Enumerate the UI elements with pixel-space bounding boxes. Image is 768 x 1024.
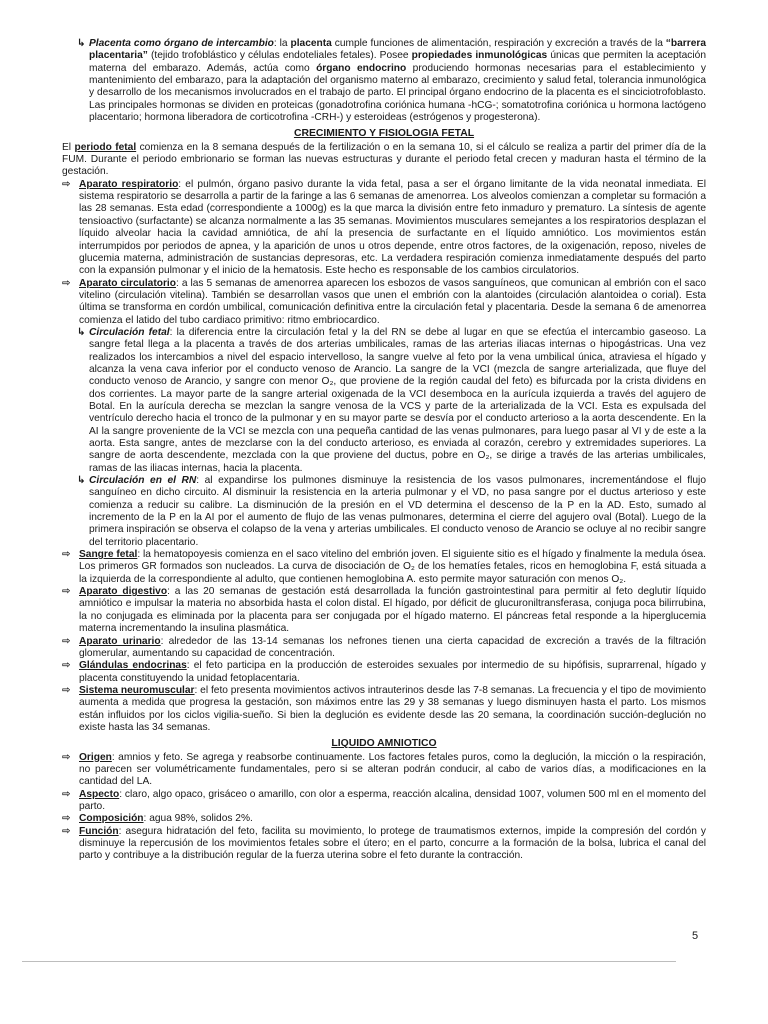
glandulas-term: Glándulas endocrinas — [79, 660, 187, 672]
bold-span: propiedades inmunológicas — [411, 50, 548, 62]
sangre-text: : la hematopoyesis comienza en el saco vitelino del embrión joven. El siguiente sitio es el hígado y finalmente la medula ósea. Los primeros GR formados son nucleados. La curva de disociación de O₂ de los hematíes fetales, ricos en hemoglobina F, está situada a la izquierda de la correspondiente al adulto, que contienen hemoglobina A. esto permite mayor saturación con menos O₂. — [79, 549, 706, 585]
neuro-term: Sistema neuromuscular — [79, 684, 195, 696]
respiratorio-term: Aparato respiratorio — [79, 178, 179, 190]
bold-span: “barrera placentaria” — [89, 38, 707, 62]
arrow-right-icon: ⇨ — [62, 684, 71, 696]
sangre-term: Sangre fetal — [79, 549, 138, 561]
text-span: (tejido trofoblástico y células endoteliales fetales). Posee — [147, 50, 412, 62]
arrow-right-icon: ⇨ — [62, 751, 71, 763]
hook-arrow-icon: ↳ — [77, 326, 86, 338]
aspecto-text: : claro, algo opaco, grisáceo o amarillo, con olor a esperma, reacción alcalina, densidad 1007, volumen 500 ml en el momento del parto. — [79, 788, 706, 812]
hook-arrow-icon: ↳ — [77, 475, 86, 487]
digestivo-item — [62, 586, 706, 635]
aspecto-term: Aspecto — [79, 788, 120, 800]
arrow-right-icon: ⇨ — [62, 549, 71, 561]
arrow-right-icon: ⇨ — [62, 813, 71, 825]
bold-span: órgano endocrino — [316, 62, 407, 74]
arrow-right-icon: ⇨ — [62, 635, 71, 647]
funcion-term: Función — [79, 825, 119, 837]
aspecto-item — [62, 789, 706, 814]
text-span: cumple funciones de alimentación, respiración y excreción a través de la — [331, 38, 666, 49]
origen-text: : amnios y feto. Se agrega y reabsorbe continuamente. Los factores fetales puros, como la deglución, la micción o la respiración, no parecen ser volumétricamente fundamentales, pero si se alteran podrán conducir, al cabo de varios días, a modificaciones en la cantidad del LA. — [79, 751, 706, 788]
digestivo-text: : a las 20 semanas de gestación está desarrollada la función gastrointestinal para permitir al feto deglutir líquido amniótico e impulsar la materia no absorbida hasta el colon distal. El hígado, por déficit de glucuroniltransferasa, conjuga poca bilirrubina, la no conjugada es eliminada por la placenta para ser conjugada por el hígado materno. El páncreas fetal responde a la hiperglucemia materna incrementando la insulina plasmática. — [79, 586, 706, 635]
circ-fetal-item — [62, 327, 706, 475]
placenta-paragraph — [62, 38, 706, 124]
text-span: El — [62, 141, 75, 153]
circ-rn-item — [62, 475, 706, 549]
respiratorio-item — [62, 179, 706, 278]
composicion-item — [62, 813, 706, 825]
bold-span: placenta — [290, 38, 332, 49]
circ-rn-term: Circulación en el RN — [89, 475, 197, 487]
footer-divider — [22, 961, 676, 962]
circ-rn-text: : al expandirse los pulmones disminuye la resistencia de los vasos pulmonares, incrementándose el flujo sanguíneo en dicho circuito. Al disminuir la resistencia en la arteria pulmonar y el VD, no pasa sangre por el ductus arterioso y este comienza a reducir su calibre. La disminución de la presión en el VD determina el descenso de la P en la AD. Esto, sumado al incremento de la P en la AI por el aumento de flujo de las venas pulmonares, determina el cierre del agujero oval (Botal). Luego de la primera inspiración se observa el colapso de la vena y arterias umbilicales. El conducto venoso de Arancio se ocluye al no recibir sangre del territorio placentario. — [89, 475, 706, 548]
arrow-right-icon: ⇨ — [62, 825, 71, 837]
arrow-right-icon: ⇨ — [62, 586, 71, 598]
respiratorio-text: : el pulmón, órgano pasivo durante la vida fetal, pasa a ser el órgano limitante de la vida neonatal inmediata. El sistema respiratorio se desarrolla a partir de la faringe a las 6 semanas de amenorrea. Los alveolos comienzan a completar su formación a las 28 semanas. Esta edad (correspondiente a 1000g) es la que marca la división entre feto inmaduro y prematuro. La síntesis de agente tensioactivo (surfactante) se alcanza normalmente a las 35 semanas. Movimientos musculares semejantes a los respiratorios desplazan el líquido alveolar hacia la cavidad amniótica, de ahí la presencia de surfactante en el líquido amniótico. Los movimientos están interrumpidos por periodos de apnea, y la aparición de unos u otros depende, entre otros factores, de la oxigenación, reposo, niveles de glucemia materna, administración de sustancias depresoras, etc. La verdadera respiración comienza inmediatamente después del parto con la expansión pulmonar y el inicio de la hematosis. Este hecho es responsable de los cambios circulatorios. — [79, 178, 706, 277]
arrow-right-icon: ⇨ — [62, 277, 71, 289]
document-page — [62, 38, 706, 863]
text-span: produciendo hormonas necesarias para el establecimiento y mantenimiento del embarazo, para la adaptación del organismo materno al embarazo, crecimiento y salud fetal, tolerancia inmunológica y desarrollo de los mecanismos involucrados en el trabajo de parto. El principal órgano endocrino de la placenta es el sinciciotrofoblasto. Las principales hormonas se dividen en proteicas (gonadotrofina coriónica humana -hCG-; somatotrofina coriónica u hormona lactógeno placentario; hormona liberadora de corticotrofina -CRH-) y esteroideas (estrógenos y progesterona). — [89, 62, 707, 124]
arrow-right-icon: ⇨ — [62, 660, 71, 672]
neuro-text: : el feto presenta movimientos activos intrauterinos desde las 7-8 semanas. La frecuencia y el tipo de movimiento aumenta a medida que progresa la gestación, son máximos entre las 29 y 38 semanas y luego disminuyen hasta el parto. Los mismos están influidos por los ciclos vigilia-sueño. Si bien la deglución es evidente desde las 20 semana, la coordinación succión-deglución no existe hasta las 34 semanas. — [79, 684, 706, 733]
text-span: únicas que permiten la aceptación materna del embarazo. Además, actúa como — [89, 50, 706, 74]
circulatorio-item — [62, 278, 706, 327]
fetal-period-paragraph — [62, 142, 706, 179]
composicion-text: : agua 98%, solidos 2%. — [143, 813, 253, 825]
page-number: 5 — [692, 930, 699, 942]
arrow-right-icon: ⇨ — [62, 178, 71, 190]
origen-term: Origen — [79, 751, 112, 763]
text-span: : la — [273, 38, 291, 49]
funcion-item — [62, 826, 706, 863]
section-title-crecimiento: CRECIMIENTO Y FISIOLOGIA FETAL — [293, 128, 475, 140]
digestivo-term: Aparato digestivo — [79, 586, 168, 598]
circulatorio-term: Aparato circulatorio — [79, 277, 176, 289]
circ-fetal-term: Circulación fetal — [89, 326, 170, 338]
glandulas-item — [62, 660, 706, 685]
urinario-text: : alrededor de las 13-14 semanas los nefrones tienen una cierta capacidad de excreción a través de la filtración glomerular, aumentando su capacidad de concentración. — [79, 635, 706, 659]
funcion-text: : asegura hidratación del feto, facilita su movimiento, lo protege de traumatismos externos, impide la compresión del cordón y disminuye la repercusión de los movimientos fetales sobre el útero; en el parto, concurre a la formación de la bolsa, lubrica el canal del parto y contribuye a la distribución regular de la fuerza uterina sobre el feto durante la contracción. — [79, 825, 706, 862]
glandulas-text: : el feto participa en la producción de esteroides sexuales por intermedio de su hipófisis, suprarrenal, hígado y placenta constituyendo la unidad fetoplacentaria. — [79, 660, 706, 684]
urinario-item — [62, 636, 706, 661]
circulatorio-text: : a las 5 semanas de amenorrea aparecen los esbozos de vasos sanguíneos, que comunican al embrión con el saco vitelino (circulación vitelina). También se desarrollan vasos que unen el embrión con la alantoides (circulación alantoidea o corial). Esta última se transforma en cordón umbilical, comunicación definitiva entre la circulación fetal y placentaria. Desde la semana 6 de amenorrea comienza el latido del tubo cardiaco primitivo: ritmo embriocardico. — [79, 277, 706, 326]
urinario-term: Aparato urinario — [79, 635, 161, 647]
origen-item — [62, 752, 706, 789]
text-span: comienza en la 8 semana después de la fertilización o en la semana 10, si el cálculo se realiza a partir del primer día de la FUM. Durante el periodo embrionario se forman las nuevas estructuras y durante el periodo fetal crecen y maduran hasta el término de la gestación. — [62, 141, 706, 178]
composicion-term: Composición — [79, 813, 144, 825]
section-title-liquido: LIQUIDO AMNIOTICO — [331, 738, 437, 750]
hook-arrow-icon: ↳ — [77, 38, 86, 49]
placenta-term: Placenta como órgano de intercambio — [89, 38, 274, 49]
fetal-period-term: periodo fetal — [74, 141, 137, 153]
sangre-item — [62, 549, 706, 586]
circ-fetal-text: : la diferencia entre la circulación fetal y la del RN se debe al lugar en que se efectúa el intercambio gaseoso. La sangre fetal llega a la placenta a través de dos arterias umbilicales, ramas de las arterias iliacas internas o hipogástricas. Una vez realizados los intercambios a nivel del espacio intervelloso, la sangre vuelve al feto por la vena umbilical única, atraviesa el hígado y alcanza la vena cava inferior por el conducto venoso de Arancio. La sangre de la VCI (mezcla de sangre arterializada, que fluye del conducto venoso de Arancio, y sangre con menor O₂, que proviene de la región caudal del feto) es bifurcada por la crista dividens en dos corrientes. La mayor parte de la sangre arterial oxigenada de la VCI desemboca en la aurícula izquierda a través del agujero de Botal. En la aurícula derecha se mezclan la sangre venosa de la VCS y parte de la arterializada de la VCI. Esta es expulsada del ventrículo derecho hacia el tronco de la pulmonar y en su mayor parte se desvía por el conducto arterioso a la aorta descendente. En la AI la sangre proveniente de la VCI se mezcla con una pequeña cantidad de las venas pulmonares, para luego pasar al VI y de este a la aorta. Esta sangre, antes de mezclarse con la del conducto arterioso, es enviada al corazón, cerebro y extremidades superiores. La sangre de aorta descendente, mezclada con la que proviene del ductus, pobre en O₂, se dirige a través de las arterias umbilicales, ramas de las iliacas internas, hacia la placenta. — [89, 326, 706, 474]
arrow-right-icon: ⇨ — [62, 788, 71, 800]
neuro-item — [62, 685, 706, 734]
